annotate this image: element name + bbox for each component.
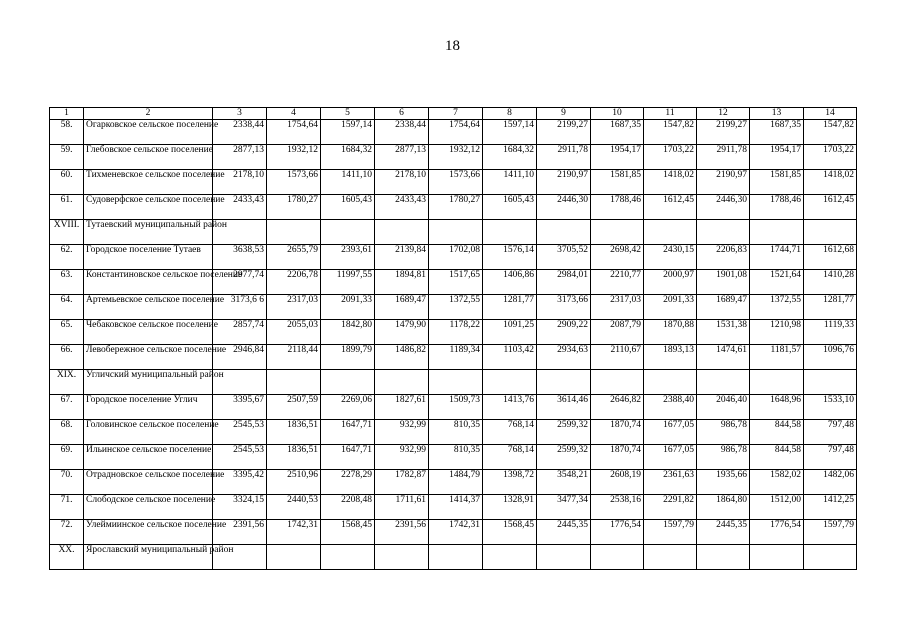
value-cell: 2055,03	[267, 320, 321, 345]
settlement-name: Ильинское сельское поселение	[84, 445, 213, 470]
value-cell: 2698,42	[591, 245, 644, 270]
table-row	[50, 395, 857, 420]
header-cell: 2	[84, 108, 213, 120]
value-cell: 2393,61	[321, 245, 375, 270]
value-cell: 2091,33	[321, 295, 375, 320]
value-cell: 1119,33	[804, 320, 857, 345]
value-cell: 932,99	[375, 445, 429, 470]
page-number: 18	[445, 38, 460, 54]
value-cell: 1103,42	[483, 345, 537, 370]
value-cell: 2934,63	[537, 345, 591, 370]
value-cell: 1836,51	[267, 420, 321, 445]
settlement-name: Тутаевский муниципальный район	[84, 220, 213, 245]
value-cell: 1954,17	[591, 145, 644, 170]
row-number: 70.	[50, 470, 84, 495]
value-cell: 3395,67	[213, 395, 267, 420]
value-cell	[591, 370, 644, 395]
header-cell: 8	[483, 108, 537, 120]
header-row	[50, 108, 857, 120]
value-cell: 2977,74	[213, 270, 267, 295]
settlement-name: Угличский муниципальный район	[84, 370, 213, 395]
row-number: 66.	[50, 345, 84, 370]
value-cell: 2190,97	[537, 170, 591, 195]
value-cell: 2446,30	[697, 195, 750, 220]
table-row	[50, 145, 857, 170]
value-cell: 1576,14	[483, 245, 537, 270]
value-cell: 2391,56	[375, 520, 429, 545]
value-cell: 1597,14	[321, 120, 375, 145]
data-table	[49, 107, 857, 570]
value-cell: 1702,08	[429, 245, 483, 270]
value-cell: 1418,02	[804, 170, 857, 195]
value-cell: 1581,85	[750, 170, 804, 195]
value-cell: 2178,10	[375, 170, 429, 195]
header-cell: 5	[321, 108, 375, 120]
value-cell	[697, 220, 750, 245]
value-cell: 3705,52	[537, 245, 591, 270]
value-cell	[750, 220, 804, 245]
value-cell: 768,14	[483, 420, 537, 445]
value-cell: 2206,78	[267, 270, 321, 295]
value-cell	[644, 545, 697, 570]
value-cell: 2046,40	[697, 395, 750, 420]
value-cell: 1901,08	[697, 270, 750, 295]
value-cell	[429, 370, 483, 395]
value-cell: 1484,79	[429, 470, 483, 495]
value-cell: 2911,78	[697, 145, 750, 170]
value-cell: 1842,80	[321, 320, 375, 345]
value-cell: 1573,66	[429, 170, 483, 195]
value-cell: 1788,46	[750, 195, 804, 220]
value-cell: 1864,80	[697, 495, 750, 520]
value-cell: 2911,78	[537, 145, 591, 170]
value-cell: 1474,61	[697, 345, 750, 370]
table-row	[50, 220, 857, 245]
value-cell: 2208,48	[321, 495, 375, 520]
value-cell	[697, 370, 750, 395]
value-cell	[483, 370, 537, 395]
value-cell	[267, 370, 321, 395]
settlement-name: Городское поселение Углич	[84, 395, 213, 420]
value-cell: 1410,28	[804, 270, 857, 295]
value-cell	[429, 220, 483, 245]
value-cell: 2269,06	[321, 395, 375, 420]
value-cell	[697, 545, 750, 570]
settlement-name: Огарковское сельское поселение	[84, 120, 213, 145]
value-cell: 1372,55	[429, 295, 483, 320]
value-cell	[591, 220, 644, 245]
value-cell: 2206,83	[697, 245, 750, 270]
value-cell	[804, 545, 857, 570]
row-number: 69.	[50, 445, 84, 470]
value-cell: 1568,45	[483, 520, 537, 545]
value-cell	[644, 220, 697, 245]
value-cell: 2538,16	[591, 495, 644, 520]
value-cell: 1531,38	[697, 320, 750, 345]
settlement-name: Чебаковское сельское поселение	[84, 320, 213, 345]
value-cell: 1893,13	[644, 345, 697, 370]
value-cell: 1411,10	[321, 170, 375, 195]
value-cell: 1612,45	[804, 195, 857, 220]
value-cell: 2433,43	[375, 195, 429, 220]
value-cell: 844,58	[750, 445, 804, 470]
value-cell: 2388,40	[644, 395, 697, 420]
value-cell	[591, 545, 644, 570]
value-cell: 2430,15	[644, 245, 697, 270]
value-cell: 1954,17	[750, 145, 804, 170]
value-cell: 1482,06	[804, 470, 857, 495]
table-body	[50, 108, 857, 570]
value-cell: 1687,35	[591, 120, 644, 145]
value-cell: 1827,61	[375, 395, 429, 420]
value-cell: 2118,44	[267, 345, 321, 370]
row-number: 59.	[50, 145, 84, 170]
value-cell	[750, 545, 804, 570]
value-cell: 2440,53	[267, 495, 321, 520]
settlement-name: Отрадновское сельское поселение	[84, 470, 213, 495]
value-cell	[537, 220, 591, 245]
value-cell: 1533,10	[804, 395, 857, 420]
table-row	[50, 270, 857, 295]
value-cell: 3395,42	[213, 470, 267, 495]
row-number: 64.	[50, 295, 84, 320]
value-cell: 2110,67	[591, 345, 644, 370]
value-cell: 1647,71	[321, 420, 375, 445]
row-number: 68.	[50, 420, 84, 445]
value-cell: 1547,82	[804, 120, 857, 145]
table-row	[50, 345, 857, 370]
value-cell: 1581,85	[591, 170, 644, 195]
header-cell: 10	[591, 108, 644, 120]
value-cell: 1612,68	[804, 245, 857, 270]
value-cell: 1210,98	[750, 320, 804, 345]
value-cell: 2317,03	[267, 295, 321, 320]
value-cell: 1677,05	[644, 420, 697, 445]
settlement-name: Константиновское сельское поселение	[84, 270, 213, 295]
row-number: XIX.	[50, 370, 84, 395]
value-cell	[537, 545, 591, 570]
value-cell: 1870,74	[591, 445, 644, 470]
value-cell	[750, 370, 804, 395]
value-cell: 932,99	[375, 420, 429, 445]
value-cell: 1647,71	[321, 445, 375, 470]
value-cell: 2338,44	[213, 120, 267, 145]
value-cell: 1479,90	[375, 320, 429, 345]
value-cell: 1870,74	[591, 420, 644, 445]
value-cell: 2445,35	[697, 520, 750, 545]
value-cell: 2445,35	[537, 520, 591, 545]
value-cell: 3324,15	[213, 495, 267, 520]
table-row	[50, 170, 857, 195]
value-cell: 1372,55	[750, 295, 804, 320]
value-cell	[804, 370, 857, 395]
value-cell: 1189,34	[429, 345, 483, 370]
value-cell: 11997,55	[321, 270, 375, 295]
header-cell: 3	[213, 108, 267, 120]
value-cell: 1412,25	[804, 495, 857, 520]
table-row	[50, 545, 857, 570]
value-cell: 1782,87	[375, 470, 429, 495]
value-cell: 1754,64	[267, 120, 321, 145]
value-cell	[321, 370, 375, 395]
table-row	[50, 470, 857, 495]
value-cell: 2646,82	[591, 395, 644, 420]
header-cell: 1	[50, 108, 84, 120]
value-cell: 2545,53	[213, 420, 267, 445]
value-cell: 1413,76	[483, 395, 537, 420]
value-cell: 1181,57	[750, 345, 804, 370]
value-cell: 2599,32	[537, 420, 591, 445]
value-cell: 2190,97	[697, 170, 750, 195]
value-cell: 3548,21	[537, 470, 591, 495]
row-number: 61.	[50, 195, 84, 220]
value-cell: 1573,66	[267, 170, 321, 195]
value-cell: 1414,37	[429, 495, 483, 520]
value-cell: 986,78	[697, 420, 750, 445]
value-cell: 2946,84	[213, 345, 267, 370]
value-cell: 1517,65	[429, 270, 483, 295]
value-cell: 2507,59	[267, 395, 321, 420]
value-cell: 1742,31	[429, 520, 483, 545]
table-row	[50, 295, 857, 320]
value-cell: 1711,61	[375, 495, 429, 520]
value-cell: 1677,05	[644, 445, 697, 470]
value-cell: 1776,54	[591, 520, 644, 545]
header-cell: 13	[750, 108, 804, 120]
value-cell: 1780,27	[429, 195, 483, 220]
header-cell: 4	[267, 108, 321, 120]
value-cell	[321, 220, 375, 245]
value-cell: 3638,53	[213, 245, 267, 270]
row-number: 62.	[50, 245, 84, 270]
value-cell: 2199,27	[537, 120, 591, 145]
row-number: XX.	[50, 545, 84, 570]
header-cell: 11	[644, 108, 697, 120]
table-row	[50, 520, 857, 545]
value-cell: 1597,79	[804, 520, 857, 545]
value-cell: 2446,30	[537, 195, 591, 220]
value-cell: 2857,74	[213, 320, 267, 345]
settlement-name: Левобережное сельское поселение	[84, 345, 213, 370]
value-cell: 2278,29	[321, 470, 375, 495]
value-cell: 810,35	[429, 420, 483, 445]
value-cell: 1509,73	[429, 395, 483, 420]
value-cell: 3477,34	[537, 495, 591, 520]
value-cell: 2391,56	[213, 520, 267, 545]
value-cell: 797,48	[804, 445, 857, 470]
value-cell: 1899,79	[321, 345, 375, 370]
value-cell: 3614,46	[537, 395, 591, 420]
value-cell: 1687,35	[750, 120, 804, 145]
value-cell	[804, 220, 857, 245]
value-cell	[483, 220, 537, 245]
settlement-name: Городское поселение Тутаев	[84, 245, 213, 270]
value-cell: 2210,77	[591, 270, 644, 295]
table-row	[50, 370, 857, 395]
value-cell: 3173,66	[537, 295, 591, 320]
row-number: 60.	[50, 170, 84, 195]
row-number: 71.	[50, 495, 84, 520]
value-cell: 1689,47	[375, 295, 429, 320]
settlement-name: Судоверфское сельское поселение	[84, 195, 213, 220]
settlement-name: Тихменевское сельское поселение	[84, 170, 213, 195]
value-cell: 2877,13	[213, 145, 267, 170]
value-cell: 3173,6 6	[213, 295, 267, 320]
settlement-name: Ярославский муниципальный район	[84, 545, 213, 570]
table-row	[50, 495, 857, 520]
settlement-name: Улеймиинское сельское поселение	[84, 520, 213, 545]
value-cell: 2087,79	[591, 320, 644, 345]
value-cell: 1521,64	[750, 270, 804, 295]
value-cell: 1605,43	[321, 195, 375, 220]
header-cell: 6	[375, 108, 429, 120]
table-row	[50, 420, 857, 445]
value-cell: 1836,51	[267, 445, 321, 470]
value-cell: 1689,47	[697, 295, 750, 320]
row-number: 72.	[50, 520, 84, 545]
value-cell: 2091,33	[644, 295, 697, 320]
value-cell: 1605,43	[483, 195, 537, 220]
value-cell: 986,78	[697, 445, 750, 470]
value-cell: 1703,22	[804, 145, 857, 170]
value-cell: 2338,44	[375, 120, 429, 145]
value-cell	[375, 370, 429, 395]
value-cell: 1932,12	[267, 145, 321, 170]
value-cell	[375, 220, 429, 245]
table-row	[50, 445, 857, 470]
row-number: 65.	[50, 320, 84, 345]
row-number: 67.	[50, 395, 84, 420]
value-cell: 1744,71	[750, 245, 804, 270]
settlement-name: Слободское сельское поселение	[84, 495, 213, 520]
value-cell	[644, 370, 697, 395]
settlement-name: Артемьевское сельское поселение	[84, 295, 213, 320]
value-cell: 1776,54	[750, 520, 804, 545]
value-cell: 1742,31	[267, 520, 321, 545]
value-cell: 797,48	[804, 420, 857, 445]
value-cell: 1281,77	[483, 295, 537, 320]
value-cell: 1406,86	[483, 270, 537, 295]
value-cell: 2000,97	[644, 270, 697, 295]
value-cell: 1894,81	[375, 270, 429, 295]
value-cell: 1597,79	[644, 520, 697, 545]
value-cell: 1486,82	[375, 345, 429, 370]
value-cell: 1935,66	[697, 470, 750, 495]
header-cell: 7	[429, 108, 483, 120]
value-cell: 2984,01	[537, 270, 591, 295]
table-row	[50, 320, 857, 345]
settlement-name: Головинское сельское поселение	[84, 420, 213, 445]
value-cell: 1281,77	[804, 295, 857, 320]
value-cell	[321, 545, 375, 570]
header-cell: 9	[537, 108, 591, 120]
value-cell: 1684,32	[483, 145, 537, 170]
value-cell: 2291,82	[644, 495, 697, 520]
value-cell: 1780,27	[267, 195, 321, 220]
value-cell: 810,35	[429, 445, 483, 470]
value-cell: 1418,02	[644, 170, 697, 195]
header-cell: 12	[697, 108, 750, 120]
value-cell	[267, 545, 321, 570]
value-cell: 1788,46	[591, 195, 644, 220]
value-cell: 1512,00	[750, 495, 804, 520]
value-cell: 1870,88	[644, 320, 697, 345]
value-cell: 1582,02	[750, 470, 804, 495]
value-cell: 1178,22	[429, 320, 483, 345]
value-cell: 1648,96	[750, 395, 804, 420]
value-cell: 2317,03	[591, 295, 644, 320]
value-cell	[375, 545, 429, 570]
value-cell	[429, 545, 483, 570]
table-row	[50, 120, 857, 145]
settlement-name: Глебовское сельское поселение	[84, 145, 213, 170]
value-cell: 2599,32	[537, 445, 591, 470]
value-cell: 1612,45	[644, 195, 697, 220]
table-row	[50, 195, 857, 220]
value-cell: 2608,19	[591, 470, 644, 495]
value-cell: 2510,96	[267, 470, 321, 495]
row-number: 58.	[50, 120, 84, 145]
value-cell: 2655,79	[267, 245, 321, 270]
value-cell: 2877,13	[375, 145, 429, 170]
header-cell: 14	[804, 108, 857, 120]
row-number: 63.	[50, 270, 84, 295]
value-cell	[483, 545, 537, 570]
value-cell: 1328,91	[483, 495, 537, 520]
value-cell: 1703,22	[644, 145, 697, 170]
value-cell: 1096,76	[804, 345, 857, 370]
value-cell: 2139,84	[375, 245, 429, 270]
value-cell: 1091,25	[483, 320, 537, 345]
value-cell	[537, 370, 591, 395]
value-cell: 2199,27	[697, 120, 750, 145]
value-cell: 1597,14	[483, 120, 537, 145]
value-cell: 2178,10	[213, 170, 267, 195]
value-cell: 1568,45	[321, 520, 375, 545]
value-cell: 844,58	[750, 420, 804, 445]
value-cell: 2433,43	[213, 195, 267, 220]
value-cell: 1398,72	[483, 470, 537, 495]
value-cell: 2361,63	[644, 470, 697, 495]
value-cell: 1754,64	[429, 120, 483, 145]
value-cell	[267, 220, 321, 245]
table-row	[50, 245, 857, 270]
value-cell: 1932,12	[429, 145, 483, 170]
value-cell: 2909,22	[537, 320, 591, 345]
value-cell: 768,14	[483, 445, 537, 470]
value-cell: 2545,53	[213, 445, 267, 470]
value-cell: 1411,10	[483, 170, 537, 195]
value-cell: 1547,82	[644, 120, 697, 145]
value-cell: 1684,32	[321, 145, 375, 170]
row-number: XVIII.	[50, 220, 84, 245]
